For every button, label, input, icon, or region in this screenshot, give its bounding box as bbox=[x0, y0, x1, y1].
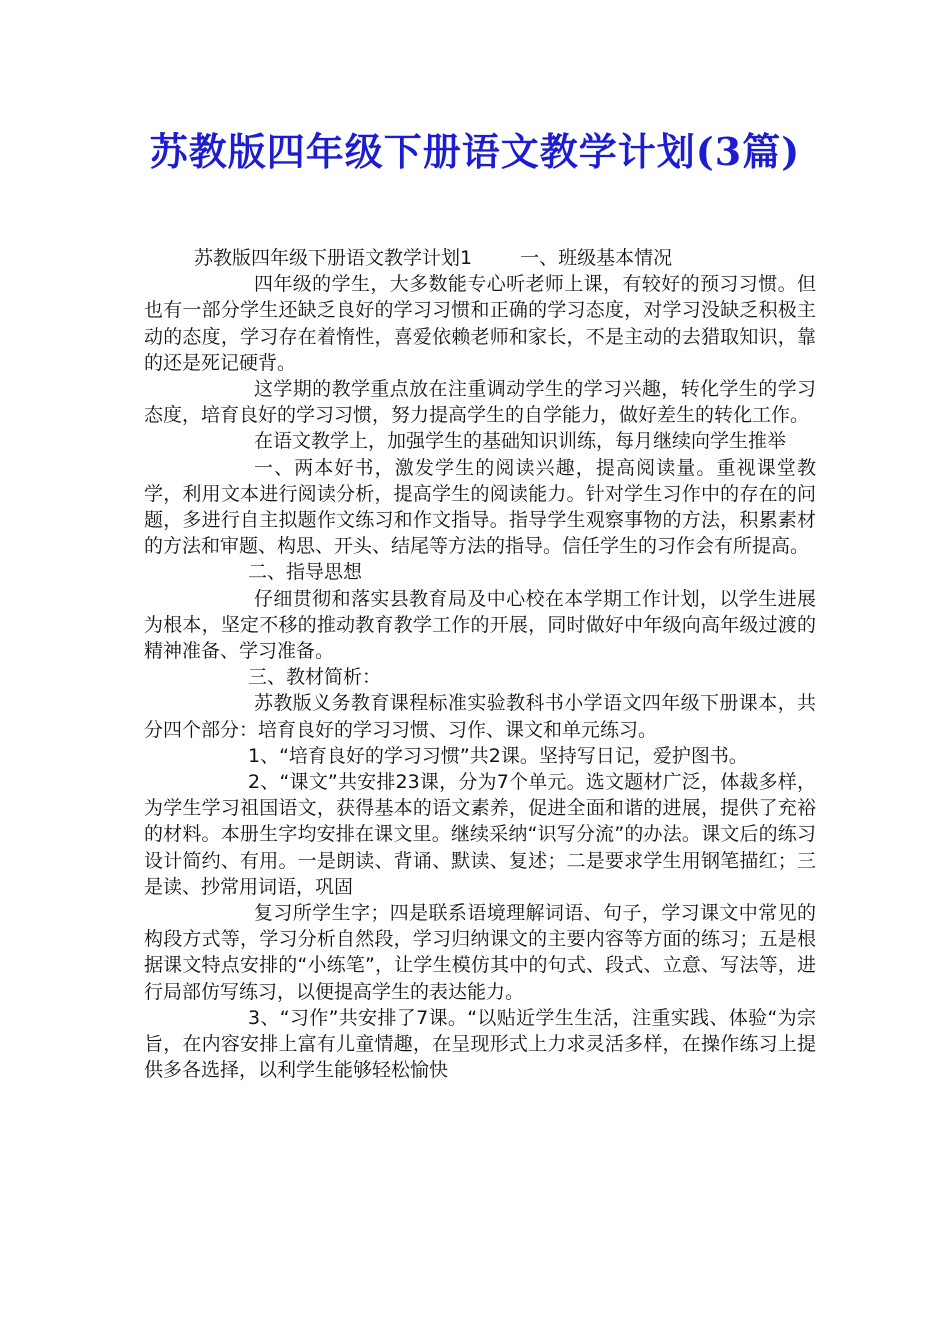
paragraph: 在语文教学上，加强学生的基础知识训练，每月继续向学生推举 bbox=[254, 430, 787, 453]
paragraph: 四年级的学生，大多数能专心听老师上课，有较好的预习习惯。但也有一部分学生还缺乏良好的学习习惯和正确的学习态度，对学习没缺乏积极主动的态度，学习存在着惰性，喜爱依赖老师和家长，不是主动的去猎取知识，靠的还是死记硬背。 bbox=[144, 273, 816, 374]
heading-textbook-analysis: 三、教材简析： bbox=[248, 666, 382, 689]
lead-line bbox=[144, 245, 816, 271]
paragraph: 一、两本好书，激发学生的阅读兴趣，提高阅读量。重视课堂教学，利用文本进行阅读分析，提高学生的阅读能力。针对学生习作中的存在的问题，多进行自主拟题作文练习和作文指导。指导学生观察事物的方法，积累素材的方法和审题、构思、开头、结尾等方法的指导。信任学生的习作会有所提高。 bbox=[144, 456, 816, 558]
heading-class-info: 一、班级基本情况 bbox=[520, 247, 673, 269]
heading-guiding-thought: 二、指导思想 bbox=[248, 561, 363, 584]
section-title-1: 苏教版四年级下册语文教学计划1 bbox=[194, 247, 473, 269]
paragraph: 1、“培育良好的学习习惯”共2课。坚持写日记，爱护图书。 bbox=[248, 744, 748, 767]
paragraph: 复习所学生字；四是联系语境理解词语、句子，学习课文中常见的构段方式等，学习分析自然段，学习归纳课文的主要内容等方面的练习；五是根据课文特点安排的“小练笔”，让学生模仿其中的句式、段式、立意、写法等，进行局部仿写练习，以便提高学生的表达能力。 bbox=[144, 902, 816, 1003]
document-body bbox=[144, 245, 816, 1084]
paragraph: 苏教版义务教育课程标准实验教科书小学语文四年级下册课本，共分四个部分：培育良好的学习习惯、习作、课文和单元练习。 bbox=[144, 692, 816, 741]
paragraph: 2、“课文”共安排23课，分为7个单元。选文题材广泛，体裁多样，为学生学习祖国语文，获得基本的语文素养，促进全面和谐的进展，提供了充裕的材料。本册生字均安排在课文里。继续采纳“识写分流”的办法。课文后的练习设计简约、有用。一是朗读、背诵、默读、复述；二是要求学生用钢笔描红；三是读、抄常用词语，巩固 bbox=[144, 771, 816, 898]
document-title: 苏教版四年级下册语文教学计划(3篇) bbox=[149, 129, 801, 174]
paragraph: 这学期的教学重点放在注重调动学生的学习兴趣，转化学生的学习态度，培育良好的学习习惯，努力提高学生的自学能力，做好差生的转化工作。 bbox=[144, 378, 816, 427]
paragraph: 仔细贯彻和落实县教育局及中心校在本学期工作计划，以学生进展为根本，坚定不移的推动教育教学工作的开展，同时做好中年级向高年级过渡的精神准备、学习准备。 bbox=[144, 587, 816, 663]
paragraph: 3、“习作”共安排了7课。“以贴近学生生活，注重实践、体验“为宗旨，在内容安排上富有儿童情趣，在呈现形式上力求灵活多样，在操作练习上提供多各选择，以利学生能够轻松愉快 bbox=[144, 1006, 816, 1082]
